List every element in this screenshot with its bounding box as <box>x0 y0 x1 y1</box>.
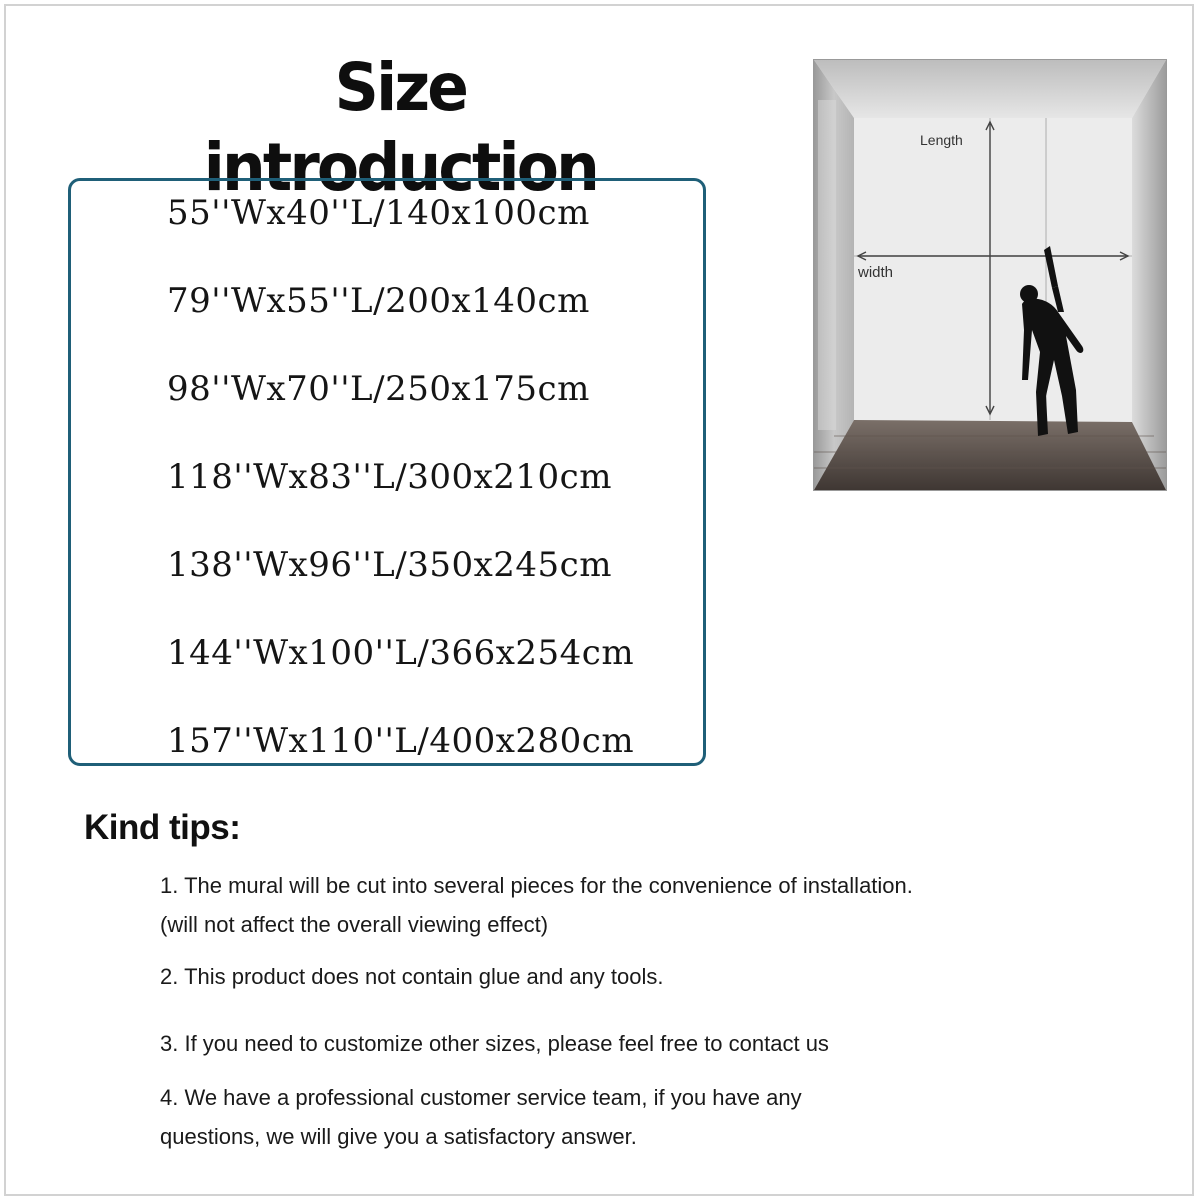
tip-line: 1. The mural will be cut into several pieces for the convenience of installation. <box>160 873 913 898</box>
size-option: 157''Wx110''L/400x280cm <box>167 721 635 761</box>
size-option: 55''Wx40''L/140x100cm <box>167 193 590 233</box>
width-label: width <box>858 264 894 281</box>
tip-line: 4. We have a professional customer service team, if you have any <box>160 1085 802 1110</box>
size-option: 138''Wx96''L/350x245cm <box>167 545 612 585</box>
size-option: 118''Wx83''L/300x210cm <box>167 457 612 497</box>
room-diagram-image <box>813 59 1167 491</box>
tip-line: questions, we will give you a satisfactory answer. <box>160 1124 637 1149</box>
tip-line: (will not affect the overall viewing effect) <box>160 912 549 937</box>
page-title: Size introduction <box>203 49 598 206</box>
size-option: 144''Wx100''L/366x254cm <box>167 633 635 673</box>
size-option: 98''Wx70''L/250x175cm <box>167 369 590 409</box>
kind-tips-heading: Kind tips: <box>84 808 241 847</box>
size-list-box <box>68 178 706 766</box>
length-label: Length <box>920 132 963 148</box>
tip-line: 3. If you need to customize other sizes, please feel free to contact us <box>160 1031 829 1056</box>
tip-line: 2. This product does not contain glue and any tools. <box>160 964 664 989</box>
size-option: 79''Wx55''L/200x140cm <box>167 281 590 321</box>
